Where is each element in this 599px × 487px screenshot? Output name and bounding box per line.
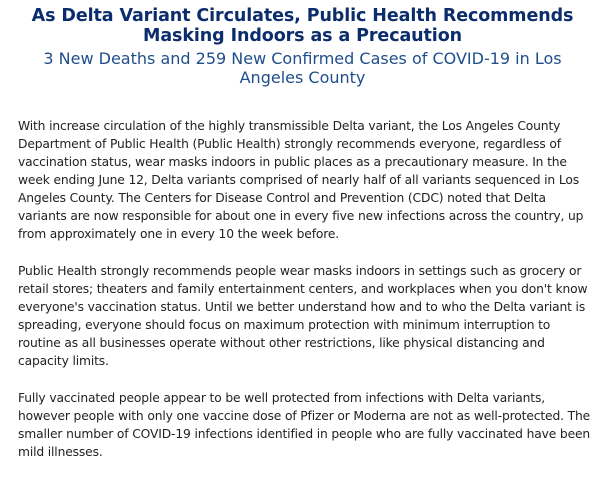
article-body [18, 117, 591, 461]
headline: As Delta Variant Circulates, Public Health Recommends Masking Indoors as a Precaution [31, 6, 574, 46]
subheadline: 3 New Deaths and 259 New Confirmed Cases of COVID-19 in Los Angeles County [43, 49, 562, 87]
paragraph-mask-recommendation: Public Health strongly recommends people wear masks indoors in settings such as grocery or retail stores; theaters and family entertainment centers, and workplaces when you don't know everyone's vaccination status. Until we better understand how and to who the Delta variant is spreading, everyone should focus on maximum protection with minimum interruption to routine as all businesses operate without other restrictions, like physical distancing and capacity limits. [18, 264, 588, 368]
paragraph-delta-circulation: With increase circulation of the highly transmissible Delta variant, the Los Angeles County Department of Public Health (Public Health) strongly recommends everyone, regardless of vaccination status, wear masks indoors in public places as a precautionary measure. In the week ending June 12, Delta variants comprised of nearly half of all variants sequenced in Los Angeles County. The Centers for Disease Control and Prevention (CDC) noted that Delta variants are now responsible for about one in every five new infections across the country, up from approximately one in every 10 the week before. [18, 119, 584, 241]
paragraph-vaccination-protection: Fully vaccinated people appear to be well protected from infections with Delta variants, however people with only one vaccine dose of Pfizer or Moderna are not as well-protected. The smaller number of COVID-19 infections identified in people who are fully vaccinated have been mild illnesses. [18, 391, 591, 459]
